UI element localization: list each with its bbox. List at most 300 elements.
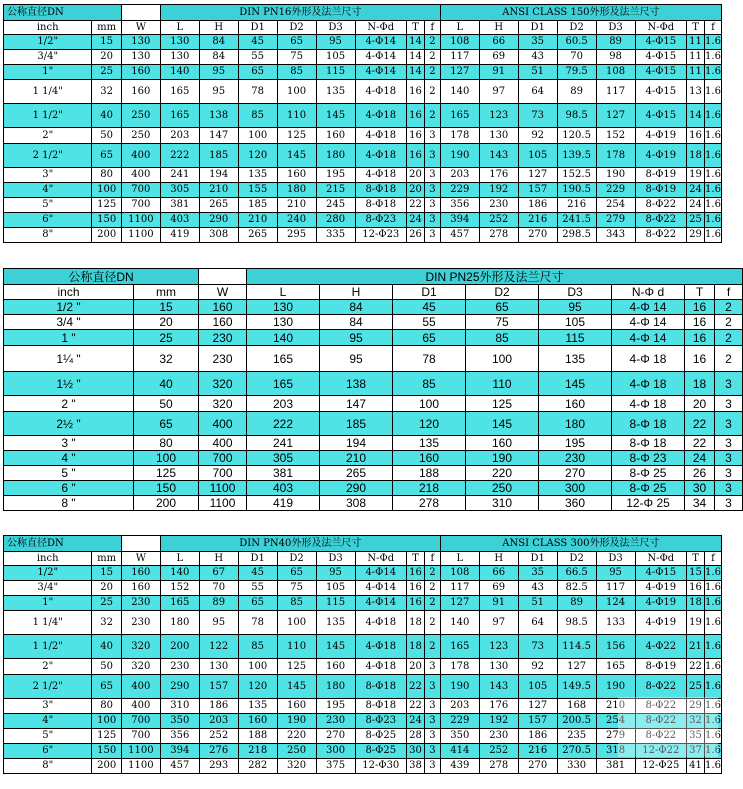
table-cell: 15 — [92, 566, 121, 581]
table-cell: 22 — [407, 675, 425, 699]
column-header-row — [4, 21, 722, 35]
table-cell: 140 — [440, 611, 479, 635]
table-cell: 41 — [687, 759, 705, 774]
table-cell: 8-Φ19 — [635, 659, 687, 675]
table-cell: 3 — [424, 729, 440, 744]
table-cell: 192 — [479, 714, 518, 729]
table-cell: 95 — [539, 300, 612, 315]
table-cell: 419 — [247, 496, 320, 511]
table-cell: 45 — [393, 300, 466, 315]
column-header: N-Φd — [355, 552, 407, 566]
table-cell: 3 — [424, 144, 440, 168]
table-cell: 4-Φ15 — [635, 566, 687, 581]
table-cell: 350 — [440, 729, 479, 744]
table-cell: 135 — [316, 80, 355, 104]
nominal-diameter-header: 公称直径DN — [4, 5, 122, 21]
size-inch-cell: 3/4 " — [4, 315, 134, 330]
table-cell: 3 — [424, 198, 440, 213]
table-cell: 34 — [685, 496, 715, 511]
table-cell: 4-Φ18 — [355, 80, 407, 104]
din-pn40-header: DIN PN40外形及法兰尺寸 — [160, 536, 440, 552]
table-cell: 3 — [424, 675, 440, 699]
table-cell: 1.6 — [704, 144, 721, 168]
table-cell: 51 — [518, 65, 557, 80]
table-row — [4, 699, 722, 714]
table-cell: 160 — [466, 436, 539, 451]
table-cell: 66 — [479, 35, 518, 50]
table-cell: 403 — [247, 481, 320, 496]
column-header: f — [424, 21, 440, 35]
table-cell: 176 — [479, 699, 518, 714]
table-cell: 400 — [199, 412, 247, 436]
table-cell: 78 — [238, 80, 277, 104]
size-inch-cell: 3/4" — [4, 50, 92, 65]
table-cell: 117 — [596, 80, 635, 104]
table-cell: 400 — [121, 699, 160, 714]
table-cell: 22 — [685, 436, 715, 451]
table-cell: 20 — [92, 581, 121, 596]
table-cell: 160 — [121, 65, 160, 80]
table-cell: 20 — [134, 315, 199, 330]
table-cell: 24 — [407, 213, 425, 228]
column-header: D3 — [316, 21, 355, 35]
table-cell: 222 — [160, 144, 199, 168]
table-cell: 360 — [539, 496, 612, 511]
table-row — [4, 104, 722, 128]
din-pn25-header: DIN PN25外形及法兰尺寸 — [247, 269, 743, 285]
table-cell: 85 — [466, 330, 539, 346]
table-cell: 8-Φ22 — [635, 729, 687, 744]
table-cell: 145 — [277, 675, 316, 699]
table-cell: 310 — [160, 699, 199, 714]
table-cell: 240 — [277, 213, 316, 228]
table-cell: 8-Φ18 — [355, 675, 407, 699]
column-header: N-Φ d — [612, 285, 685, 300]
table-cell: 3 — [424, 128, 440, 144]
table-cell: 457 — [160, 759, 199, 774]
table-cell: 4-Φ 18 — [612, 396, 685, 412]
table-cell: 157 — [199, 675, 238, 699]
table-cell: 1.6 — [704, 104, 721, 128]
table-cell: 3 — [424, 659, 440, 675]
column-header: D3 — [539, 285, 612, 300]
column-header: inch — [4, 552, 92, 566]
table-cell: 51 — [518, 596, 557, 611]
table-cell: 1.6 — [704, 675, 721, 699]
table-cell: 4-Φ19 — [635, 611, 687, 635]
size-inch-cell: 3" — [4, 699, 92, 714]
table-cell: 55 — [238, 581, 277, 596]
table-cell: 160 — [121, 80, 160, 104]
table-cell: 278 — [479, 759, 518, 774]
table-cell: 3 — [715, 496, 743, 511]
table-cell: 250 — [466, 481, 539, 496]
table-cell: 11 — [687, 35, 705, 50]
column-header: inch — [4, 285, 134, 300]
size-inch-cell: 2" — [4, 659, 92, 675]
table-cell: 65 — [393, 330, 466, 346]
table-cell: 210 — [238, 213, 277, 228]
size-inch-cell: 1¼ " — [4, 346, 134, 372]
table-cell: 50 — [92, 659, 121, 675]
table-cell: 270 — [518, 228, 557, 243]
table-cell: 335 — [316, 228, 355, 243]
table-cell: 195 — [316, 699, 355, 714]
table-cell: 4-Φ15 — [635, 80, 687, 104]
table-cell: 381 — [596, 759, 635, 774]
table-cell: 700 — [121, 198, 160, 213]
table-cell: 400 — [121, 144, 160, 168]
table-cell: 290 — [160, 675, 199, 699]
table-cell: 229 — [440, 714, 479, 729]
table-cell: 29 — [687, 228, 705, 243]
table-cell: 700 — [199, 451, 247, 466]
table-cell: 160 — [316, 659, 355, 675]
table-cell: 24 — [687, 198, 705, 213]
table-cell: 218 — [393, 481, 466, 496]
column-header: L — [440, 552, 479, 566]
table-cell: 125 — [92, 729, 121, 744]
table-cell: 75 — [466, 315, 539, 330]
column-header: D1 — [518, 552, 557, 566]
table-cell: 11 — [687, 50, 705, 65]
column-header: H — [199, 552, 238, 566]
table-cell: 145 — [316, 104, 355, 128]
table-cell: 160 — [121, 581, 160, 596]
table-cell: 16 — [407, 104, 425, 128]
size-inch-cell: 1 1/2" — [4, 104, 92, 128]
table-row — [4, 436, 743, 451]
table-cell: 14 — [407, 35, 425, 50]
table-cell: 100 — [92, 714, 121, 729]
table-row — [4, 611, 722, 635]
table-cell: 457 — [440, 228, 479, 243]
table-cell: 24 — [687, 183, 705, 198]
table-cell: 1.6 — [704, 168, 721, 183]
table-cell: 176 — [479, 168, 518, 183]
table-cell: 8-Φ25 — [355, 744, 407, 759]
table-cell: 3 — [424, 183, 440, 198]
table-cell: 95 — [316, 566, 355, 581]
table-cell: 4-Φ 14 — [612, 315, 685, 330]
table-cell: 66.5 — [557, 566, 596, 581]
table-cell: 40 — [92, 104, 121, 128]
size-inch-cell: 2½ " — [4, 412, 134, 436]
table-cell: 3 — [715, 412, 743, 436]
table-cell: 65 — [466, 300, 539, 315]
table-cell: 18 — [685, 372, 715, 396]
table-cell: 3 — [424, 213, 440, 228]
table-cell: 241.5 — [557, 213, 596, 228]
table-cell: 8-Φ 23 — [612, 451, 685, 466]
table-cell: 2 — [424, 581, 440, 596]
table-cell: 108 — [596, 65, 635, 80]
size-inch-cell: 4 " — [4, 451, 134, 466]
table-cell: 4-Φ18 — [355, 168, 407, 183]
table-cell: 45 — [238, 566, 277, 581]
table-cell: 1.6 — [704, 596, 721, 611]
table-cell: 120 — [238, 144, 277, 168]
table-cell: 210 — [320, 451, 393, 466]
column-header: W — [121, 552, 160, 566]
table-cell: 138 — [320, 372, 393, 396]
table-cell: 120 — [238, 675, 277, 699]
table-cell: 186 — [518, 198, 557, 213]
table-cell: 4-Φ14 — [355, 581, 407, 596]
table-cell: 8-Φ19 — [635, 183, 687, 198]
column-header: mm — [92, 21, 121, 35]
table-cell: 100 — [134, 451, 199, 466]
table-cell: 140 — [160, 566, 199, 581]
table-cell: 64 — [518, 80, 557, 104]
table-cell: 20 — [685, 396, 715, 412]
table-cell: 152 — [596, 128, 635, 144]
table-cell: 8-Φ22 — [635, 198, 687, 213]
table-cell: 157 — [518, 183, 557, 198]
table-cell: 20 — [407, 183, 425, 198]
table-cell: 280 — [316, 213, 355, 228]
table-cell: 4-Φ18 — [355, 104, 407, 128]
table-row — [4, 80, 722, 104]
table-cell: 1100 — [121, 759, 160, 774]
table-cell: 125 — [466, 396, 539, 412]
table-cell: 12-Φ23 — [355, 228, 407, 243]
table-cell: 279 — [596, 213, 635, 228]
table-cell: 138 — [199, 104, 238, 128]
table-cell: 194 — [320, 436, 393, 451]
table-cell: 8-Φ 25 — [612, 466, 685, 481]
table-cell: 4-Φ18 — [355, 144, 407, 168]
table-cell: 15 — [134, 300, 199, 315]
table-cell: 145 — [466, 412, 539, 436]
table-cell: 85 — [277, 596, 316, 611]
table-cell: 8-Φ22 — [635, 228, 687, 243]
size-inch-cell: 1 " — [4, 330, 134, 346]
table-row — [4, 659, 722, 675]
table-cell: 265 — [320, 466, 393, 481]
table-cell: 185 — [199, 144, 238, 168]
size-inch-cell: 1 1/4" — [4, 611, 92, 635]
table-cell: 241 — [247, 436, 320, 451]
table-cell: 65 — [134, 412, 199, 436]
table-cell: 4-Φ18 — [355, 128, 407, 144]
table-cell: 4-Φ 14 — [612, 330, 685, 346]
table-cell: 1.6 — [704, 729, 721, 744]
table-cell: 145 — [539, 372, 612, 396]
table-cell: 16 — [685, 300, 715, 315]
table-cell: 25 — [134, 330, 199, 346]
column-header: D1 — [238, 552, 277, 566]
table-cell: 2 — [424, 35, 440, 50]
table-cell: 2 — [424, 80, 440, 104]
table-cell: 55 — [238, 50, 277, 65]
size-inch-cell: 3" — [4, 168, 92, 183]
table-cell: 143 — [479, 675, 518, 699]
table-cell: 8-Φ18 — [355, 699, 407, 714]
table-cell: 250 — [121, 128, 160, 144]
table-cell: 100 — [238, 128, 277, 144]
size-inch-cell: 4" — [4, 714, 92, 729]
table-cell: 65 — [92, 144, 121, 168]
table-cell: 1.6 — [704, 183, 721, 198]
table-cell: 254 — [596, 714, 635, 729]
table-cell: 270 — [316, 729, 355, 744]
table-row — [4, 714, 722, 729]
column-header: D3 — [316, 552, 355, 566]
column-header: N-Φd — [355, 21, 407, 35]
table-cell: 20 — [407, 168, 425, 183]
din-pn40-ansi300-table — [3, 535, 722, 774]
table-cell: 305 — [247, 451, 320, 466]
table-cell: 29 — [687, 699, 705, 714]
table-cell: 203 — [160, 128, 199, 144]
table-cell: 320 — [199, 372, 247, 396]
table-cell: 276 — [199, 744, 238, 759]
table-cell: 130 — [121, 50, 160, 65]
table-cell: 152 — [160, 581, 199, 596]
table-cell: 320 — [199, 396, 247, 412]
table-cell: 400 — [121, 168, 160, 183]
table-cell: 4-Φ19 — [635, 128, 687, 144]
table-cell: 8-Φ 18 — [612, 412, 685, 436]
table-cell: 185 — [238, 198, 277, 213]
table-cell: 32 — [687, 714, 705, 729]
table-cell: 75 — [277, 581, 316, 596]
table-cell: 180 — [160, 611, 199, 635]
column-header: D2 — [557, 552, 596, 566]
table-cell: 117 — [440, 50, 479, 65]
table-cell: 80 — [134, 436, 199, 451]
table-cell: 165 — [160, 104, 199, 128]
table-cell: 40 — [92, 635, 121, 659]
table-cell: 16 — [685, 330, 715, 346]
table-cell: 1.6 — [704, 744, 721, 759]
column-header: T — [687, 21, 705, 35]
table-cell: 22 — [407, 198, 425, 213]
table-cell: 165 — [160, 596, 199, 611]
table-cell: 270 — [518, 759, 557, 774]
table-cell: 210 — [199, 183, 238, 198]
table-cell: 8-Φ22 — [635, 213, 687, 228]
table-cell: 230 — [121, 596, 160, 611]
size-inch-cell: 5" — [4, 729, 92, 744]
table-cell: 295 — [277, 228, 316, 243]
table-cell: 110 — [466, 372, 539, 396]
ansi-300-header: ANSI CLASS 300外形及法兰尺寸 — [440, 536, 721, 552]
table-cell: 278 — [479, 228, 518, 243]
table-cell: 160 — [277, 699, 316, 714]
table-cell: 16 — [407, 128, 425, 144]
table-cell: 150 — [92, 213, 121, 228]
table-cell: 120 — [393, 412, 466, 436]
table-cell: 220 — [277, 729, 316, 744]
table-cell: 135 — [316, 611, 355, 635]
table-cell: 70 — [199, 581, 238, 596]
table-cell: 147 — [199, 128, 238, 144]
table-cell: 15 — [687, 566, 705, 581]
table-cell: 4-Φ18 — [355, 659, 407, 675]
table-cell: 381 — [160, 198, 199, 213]
table-cell: 8-Φ18 — [355, 198, 407, 213]
table-cell: 356 — [440, 198, 479, 213]
table-cell: 60.5 — [557, 35, 596, 50]
table-cell: 200 — [134, 496, 199, 511]
table-cell: 105 — [518, 675, 557, 699]
table-cell: 252 — [479, 213, 518, 228]
table-cell: 220 — [466, 466, 539, 481]
table-cell: 192 — [479, 183, 518, 198]
table-row — [4, 412, 743, 436]
table-row — [4, 466, 743, 481]
table-cell: 188 — [238, 729, 277, 744]
table-cell: 50 — [92, 128, 121, 144]
column-header: D2 — [277, 21, 316, 35]
table-cell: 190 — [466, 451, 539, 466]
table-cell: 105 — [518, 144, 557, 168]
table-cell: 200 — [92, 228, 121, 243]
table-cell: 330 — [557, 759, 596, 774]
table-row — [4, 759, 722, 774]
table-cell: 16 — [687, 581, 705, 596]
table-cell: 4-Φ 18 — [612, 372, 685, 396]
table-cell: 32 — [92, 611, 121, 635]
table-cell: 16 — [685, 346, 715, 372]
table-cell: 75 — [277, 50, 316, 65]
table-cell: 8-Φ22 — [635, 675, 687, 699]
table-cell: 65 — [277, 566, 316, 581]
table-cell: 100 — [466, 346, 539, 372]
table-cell: 55 — [393, 315, 466, 330]
table-cell: 123 — [479, 104, 518, 128]
size-inch-cell: 2 1/2" — [4, 675, 92, 699]
table-cell: 2 — [424, 596, 440, 611]
table-row — [4, 596, 722, 611]
table-cell: 216 — [518, 213, 557, 228]
table-row — [4, 372, 743, 396]
table-cell: 700 — [199, 466, 247, 481]
table-cell: 84 — [320, 315, 393, 330]
size-inch-cell: 1" — [4, 596, 92, 611]
table-cell: 8-Φ18 — [355, 183, 407, 198]
table-cell: 4-Φ 18 — [612, 346, 685, 372]
table-cell: 12-Φ30 — [355, 759, 407, 774]
table-cell: 1.6 — [704, 635, 721, 659]
table-row — [4, 396, 743, 412]
column-header: T — [407, 552, 425, 566]
column-header: H — [479, 552, 518, 566]
table-cell: 308 — [320, 496, 393, 511]
table-cell: 8-Φ 18 — [612, 436, 685, 451]
column-header-row — [4, 285, 743, 300]
table-cell: 4-Φ18 — [355, 611, 407, 635]
table-cell: 84 — [199, 35, 238, 50]
table-cell: 165 — [596, 659, 635, 675]
table-cell: 100 — [277, 80, 316, 104]
column-header: H — [479, 21, 518, 35]
table-cell: 3 — [424, 699, 440, 714]
table-cell: 180 — [316, 675, 355, 699]
size-inch-cell: 1 1/4" — [4, 80, 92, 104]
table-cell: 298.5 — [557, 228, 596, 243]
table-cell: 130 — [121, 35, 160, 50]
table-cell: 35 — [518, 566, 557, 581]
table-cell: 145 — [316, 635, 355, 659]
table-cell: 127 — [440, 596, 479, 611]
table-cell: 203 — [440, 168, 479, 183]
table-cell: 210 — [596, 699, 635, 714]
table-cell: 147 — [320, 396, 393, 412]
table-cell: 143 — [479, 144, 518, 168]
